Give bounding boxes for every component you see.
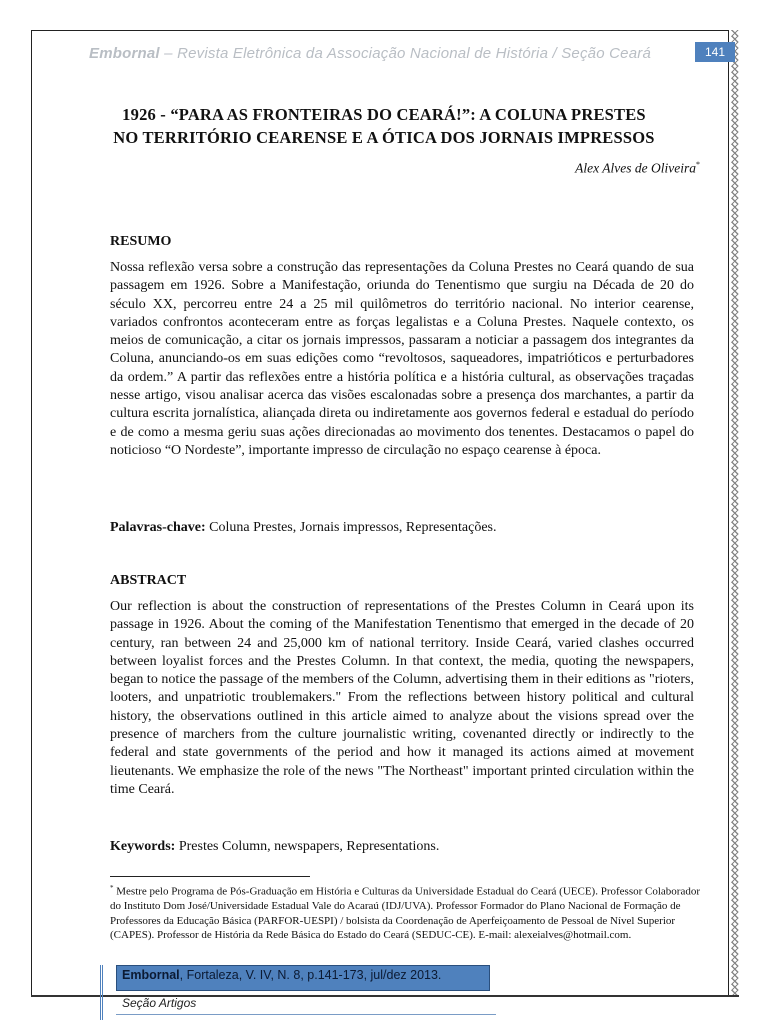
abstract-body: Our reflection is about the construction of representations of the Prestes Column in Ceará upon its passage in 1926. About the coming of the Manifestation Tenentismo that emerged in the decade of 20 century, ran between 24 and 25,000 km of national territory. Inside Ceará, varied clashes occurred between loyalist forces and the Prestes Column. In that context, the media, quoting the newspapers, began to notice the passage of the members of the Column, advertising them in their editions as "rioters, looters, and unpatriotic troublemakers." From the reflections between history political and cultural history, the observations outlined in this article aimed to analyze about the visions spread over the presence of marchers from the culture journalistic writing, covenanted directly or indirectly to the federal and state governments of the period and how it managed its actions aimed at movement lieutenants. We emphasize the role of the news "The Northeast" important printed circulation within the time Ceará. [110, 599, 694, 797]
title-line-2: NO TERRITÓRIO CEARENSE E A ÓTICA DOS JORNAIS IMPRESSOS [113, 128, 655, 147]
resumo-keywords: Palavras-chave: Coluna Prestes, Jornais impressos, Representações. [110, 520, 497, 535]
author: Alex Alves de Oliveira* [575, 160, 700, 176]
resumo-heading: RESUMO [110, 234, 172, 249]
footnote: * Mestre pelo Programa de Pós-Graduação em História e Culturas da Universidade Estadual do Ceará (UECE). Professor Colaborador do Instituto Dom José/Universidade Estadual Vale do Acaraú (IDJ/UVA). Professor Formador do Plano Nacional de Formação de Professores da Educação Básica (PARFOR-UESPI) / bolsista da Coordenação de Aperfeiçoamento de Pessoal de Nível Superior (CAPES). Professor de História da Rede Básica do Estado do Ceará (SEDUC-CE). E-mail: alexeialves@hotmail.com. [110, 884, 700, 942]
article-title [60, 103, 708, 149]
abstract-keywords: Keywords: Prestes Column, newspapers, Representations. [110, 839, 440, 854]
title-line-1: 1926 - “PARA AS FRONTEIRAS DO CEARÁ!”: A COLUNA PRESTES [122, 105, 646, 124]
decorative-border [729, 30, 739, 996]
abstract-heading: ABSTRACT [110, 573, 187, 588]
footer-citation: Embornal, Fortaleza, V. IV, N. 8, p.141-173, jul/dez 2013. [122, 968, 442, 982]
footer-section: Seção Artigos [122, 996, 197, 1010]
footer-underline [116, 1014, 496, 1015]
journal-header: Embornal – Revista Eletrônica da Associação Nacional de História / Seção Ceará [89, 45, 651, 62]
page-number-badge: 141 [695, 42, 735, 62]
footer-decoration [100, 965, 113, 1020]
resumo-body: Nossa reflexão versa sobre a construção das representações da Coluna Prestes no Ceará quando de sua passagem em 1926. Sobre a Manifestação, oriunda do Tenentismo que surgiu na Década de 20 do século XX, percorreu entre 24 a 25 mil quilômetros do território nacional. No interior cearense, variados confrontos aconteceram entre as forças legalistas e a Coluna Prestes. Naquele contexto, os meios de comunicação, a citar os jornais impressos, passaram a noticiar a passagem dos integrantes da Coluna, anunciando-os em suas edições como “revoltosos, saqueadores, impatrióticos e perturbadores da ordem.” A partir das reflexões entre a história política e a história cultural, as observações traçadas nesse artigo, visou analisar acerca das visões escalonadas sobre a presença dos marchantes, a partir da cultura escrita jornalística, aliançada direta ou indiretamente aos governos federal e estadual do período e de como a mesma geriu suas ações direcionadas ao movimento dos tenentes. Destacamos o papel do noticioso “O Nordeste”, importante impresso de circulação no espaço cearense à época. [110, 260, 694, 458]
footnote-rule [110, 876, 310, 877]
